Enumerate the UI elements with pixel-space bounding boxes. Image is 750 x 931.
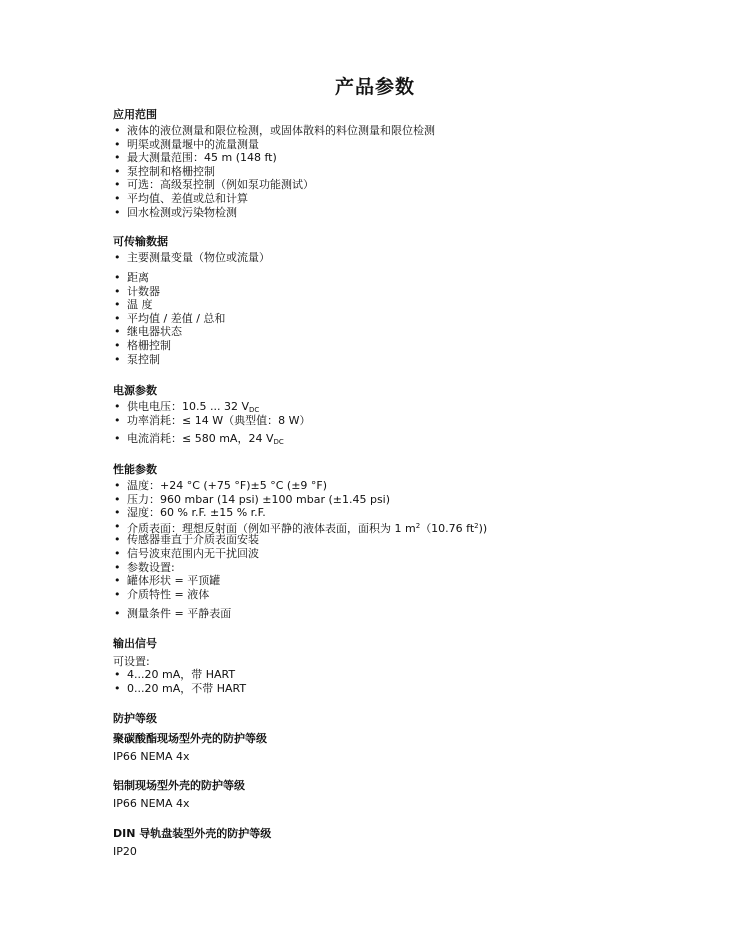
power-current-list (113, 432, 284, 446)
list-item: • 继电器状态 (113, 325, 225, 339)
list-item: • 测量条件 = 平静表面 (113, 607, 231, 621)
list-item: • 传感器垂直于介质表面安装 (113, 533, 487, 547)
aluminum-value: IP66 NEMA 4x (113, 797, 190, 810)
list-item: • 回水检测或污染物检测 (113, 206, 435, 220)
section-heading-power: 电源参数 (113, 384, 157, 397)
aluminum-heading: 铝制现场型外壳的防护等级 (113, 779, 245, 792)
section-heading-application: 应用范围 (113, 108, 157, 121)
list-item: • 明渠或测量堰中的流量测量 (113, 138, 435, 152)
list-item: • 泵控制 (113, 353, 225, 367)
list-item: • 信号波束范围内无干扰回波 (113, 547, 487, 561)
list-item: • 压力：960 mbar (14 psi) ±100 mbar (±1.45 psi) (113, 493, 487, 507)
list-item: • 罐体形状 = 平顶罐 (113, 574, 487, 588)
list-item: • 0...20 mA，不带 HART (113, 682, 246, 696)
performance-last-list (113, 607, 231, 621)
medium-sup-1: 2 (415, 521, 421, 530)
medium-sup-2: 2 (474, 521, 479, 530)
current-text: 电流消耗：≤ 580 mA，24 V (127, 432, 274, 445)
supply-voltage-text: 供电电压：10.5 ... 32 V (127, 400, 249, 413)
section-heading-transmittable: 可传输数据 (113, 235, 168, 248)
din-value: IP20 (113, 845, 137, 858)
section-heading-performance: 性能参数 (113, 463, 157, 476)
list-item: • 格栅控制 (113, 339, 225, 353)
list-item: • 参数设置: (113, 561, 487, 575)
supply-voltage-subscript: DC (249, 406, 260, 414)
output-list (113, 668, 246, 695)
page-title: 产品参数 (334, 76, 415, 98)
performance-list (113, 479, 487, 601)
list-item-medium-surface (113, 520, 487, 534)
list-item: • 液体的液位测量和限位检测，或固体散料的料位测量和限位检测 (113, 124, 435, 138)
list-item: • 温 度 (113, 298, 225, 312)
list-item-supply-voltage (113, 400, 310, 414)
section-heading-output: 输出信号 (113, 637, 157, 650)
list-item: • 平均值 / 差值 / 总和 (113, 312, 225, 326)
medium-text-b: （10.76 ft (420, 521, 475, 535)
list-item: • 最大测量范围：45 m (148 ft) (113, 151, 435, 165)
list-item: • 介质特性 = 液体 (113, 588, 487, 602)
list-item: • 4...20 mA，带 HART (113, 668, 246, 682)
list-item: • 泵控制和格栅控制 (113, 165, 435, 179)
list-item: • 湿度：60 % r.F. ±15 % r.F. (113, 506, 487, 520)
list-item: • 可选：高级泵控制（例如泵功能测试） (113, 178, 435, 192)
medium-text-c: )) (478, 521, 488, 535)
section-heading-protection: 防护等级 (113, 712, 157, 725)
output-configurable-text: 可设置: (113, 655, 150, 668)
list-item-current (113, 432, 284, 446)
transmittable-list (113, 271, 225, 366)
list-item: • 平均值、差值或总和计算 (113, 192, 435, 206)
power-list (113, 400, 310, 427)
current-subscript: DC (273, 438, 284, 446)
transmittable-main-list (113, 251, 270, 265)
list-item: • 主要测量变量（物位或流量） (113, 251, 270, 265)
polycarbonate-value: IP66 NEMA 4x (113, 750, 190, 763)
application-list (113, 124, 435, 219)
din-heading: DIN 导轨盘装型外壳的防护等级 (113, 827, 272, 840)
list-item: • 温度：+24 °C (+75 °F)±5 °C (±9 °F) (113, 479, 487, 493)
list-item: • 距离 (113, 271, 225, 285)
list-item: • 功率消耗：≤ 14 W（典型值：8 W） (113, 414, 310, 428)
polycarbonate-heading: 聚碳酸酯现场型外壳的防护等级 (113, 732, 267, 745)
medium-text-a: 介质表面：理想反射面（例如平静的液体表面，面积为 1 m (127, 521, 416, 535)
list-item: • 计数器 (113, 285, 225, 299)
